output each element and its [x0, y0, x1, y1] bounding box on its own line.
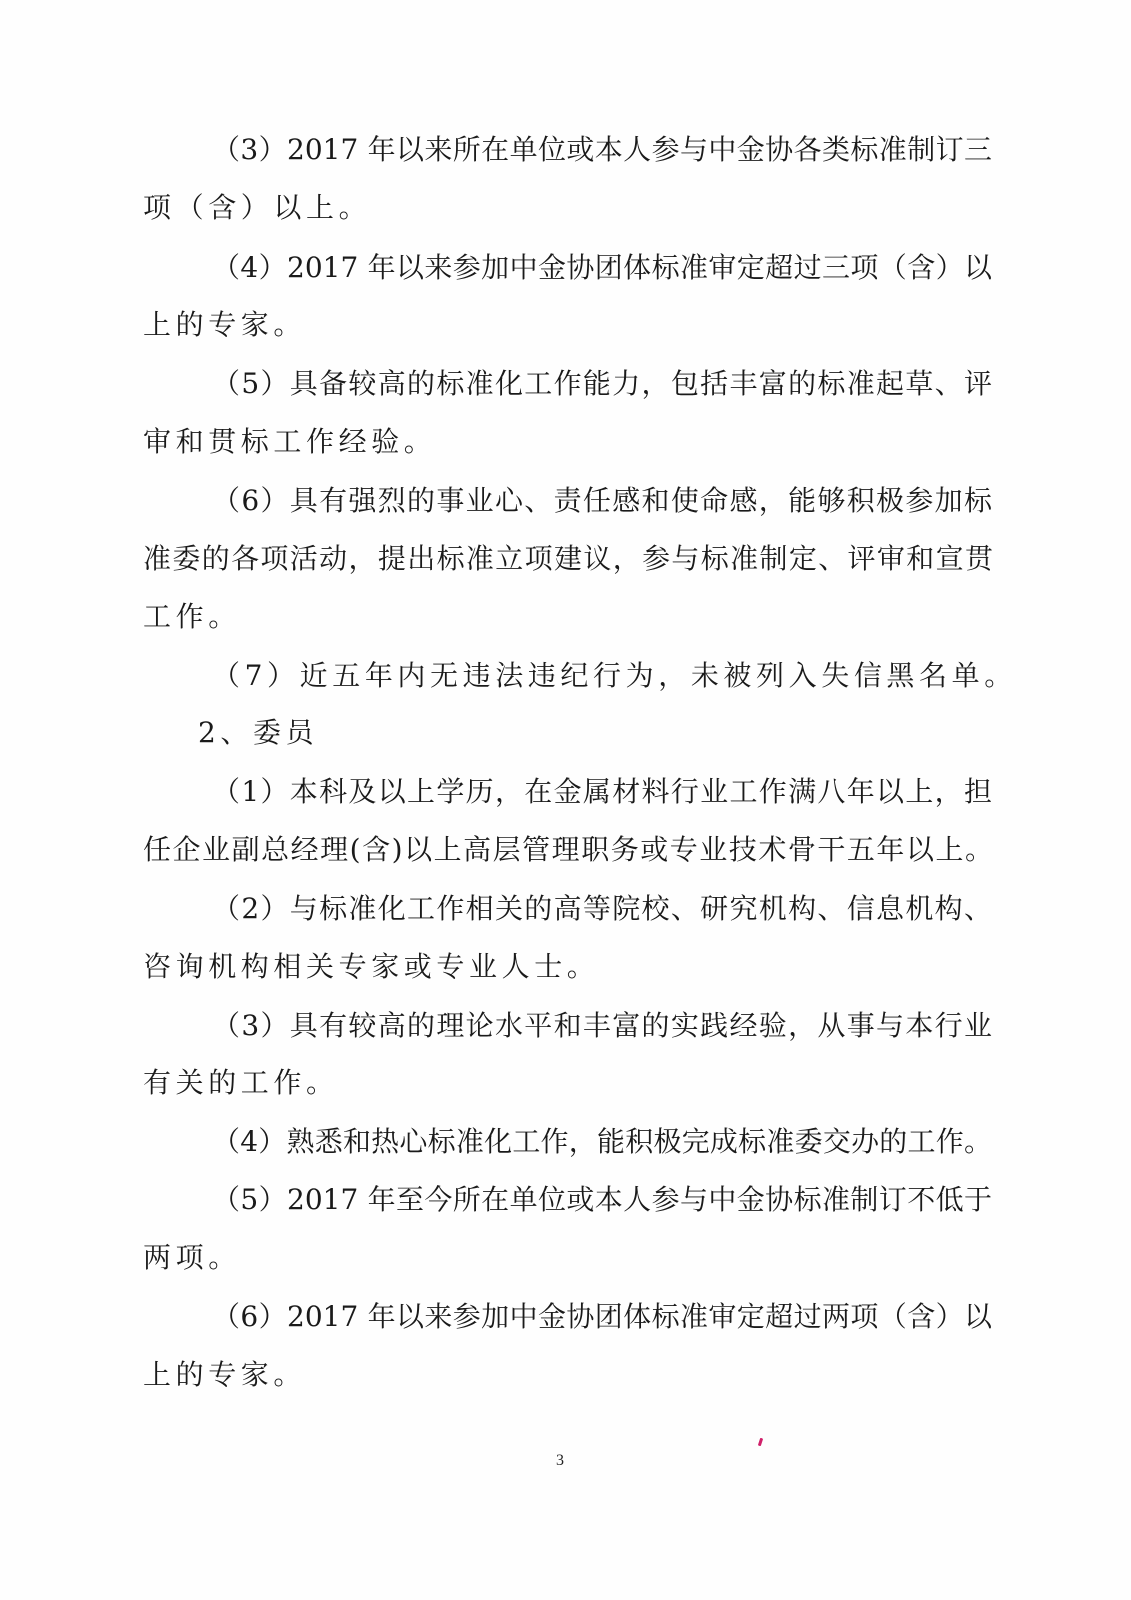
text-line: 上的专家。	[143, 308, 307, 341]
text-line: 有关的工作。	[143, 1066, 339, 1099]
text-line: 咨询机构相关专家或专业人士。	[143, 950, 600, 983]
text-line: 两项。	[143, 1241, 241, 1274]
text-line: 任企业副总经理(含)以上高层管理职务或专业技术骨干五年以上。	[143, 833, 993, 866]
text-line: 上的专家。	[143, 1358, 307, 1391]
text-line: （5）具备较高的标准化工作能力，包括丰富的标准起草、评	[212, 367, 992, 400]
text-line: 准委的各项活动，提出标准立项建议，参与标准制定、评审和宣贯	[143, 542, 993, 575]
text-line: （7）近五年内无违法违纪行为，未被列入失信黑名单。	[212, 659, 1017, 692]
text-line: （3）2017 年以来所在单位或本人参与中金协各类标准制订三	[212, 133, 992, 166]
text-line: （2）与标准化工作相关的高等院校、研究机构、信息机构、	[212, 892, 992, 925]
text-line: 工作。	[143, 600, 241, 633]
text-line: 审和贯标工作经验。	[143, 425, 437, 458]
text-line: （5）2017 年至今所在单位或本人参与中金协标准制订不低于	[212, 1183, 992, 1216]
text-line: 项（含）以上。	[143, 191, 372, 224]
text-line: （4）熟悉和热心标准化工作，能积极完成标准委交办的工作。	[212, 1125, 992, 1158]
section-heading: 2、委员	[198, 716, 319, 749]
ink-mark	[758, 1438, 763, 1447]
page-number: 3	[556, 1452, 564, 1469]
text-line: （3）具有较高的理论水平和丰富的实践经验，从事与本行业	[212, 1009, 992, 1042]
text-line: （1）本科及以上学历，在金属材料行业工作满八年以上，担	[212, 775, 992, 808]
text-line: （6）具有强烈的事业心、责任感和使命感，能够积极参加标	[212, 484, 992, 517]
text-line: （4）2017 年以来参加中金协团体标准审定超过三项（含）以	[212, 251, 992, 284]
text-line: （6）2017 年以来参加中金协团体标准审定超过两项（含）以	[212, 1300, 992, 1333]
